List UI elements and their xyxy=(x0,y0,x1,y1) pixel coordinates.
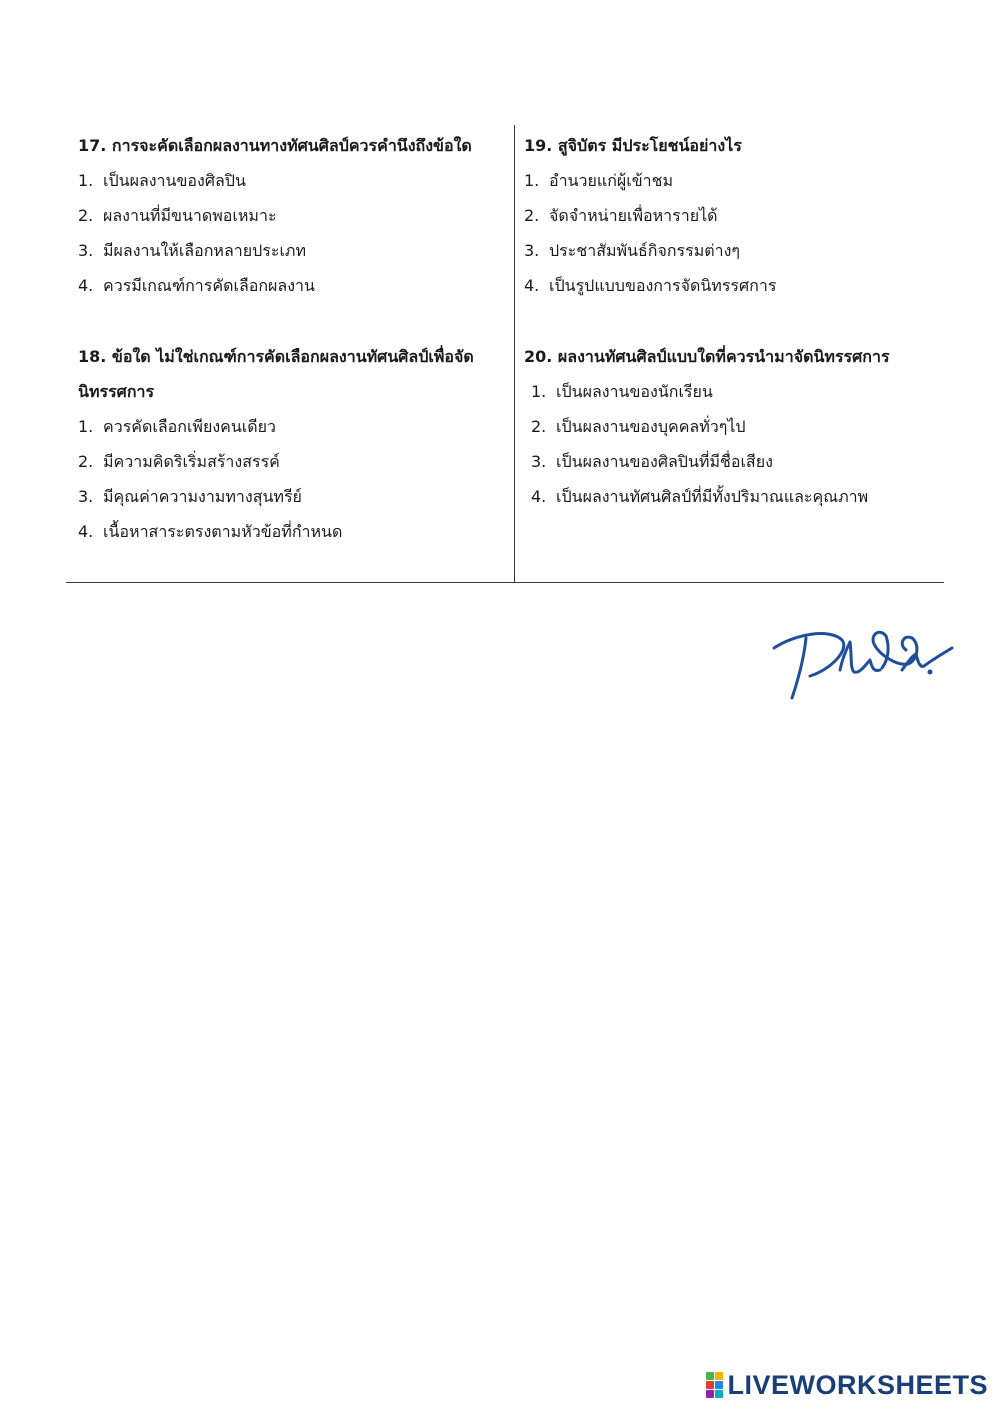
option-item[interactable] xyxy=(524,233,954,268)
question-17 xyxy=(78,128,508,303)
option-number: 1. xyxy=(524,171,540,190)
brand-mark-icon xyxy=(706,1372,723,1398)
option-list xyxy=(524,163,954,303)
option-item[interactable] xyxy=(524,444,954,479)
brand-logo xyxy=(706,1370,988,1400)
option-text: เป็นผลงานทัศนศิลป์ที่มีทั้งปริมาณและคุณภาพ xyxy=(556,487,869,506)
option-number: 4. xyxy=(531,487,547,506)
option-item[interactable] xyxy=(78,163,508,198)
question-title: 18. ข้อใด ไม่ใช่เกณฑ์การคัดเลือกผลงานทัศนศิลป์เพื่อจัดนิทรรศการ xyxy=(78,347,474,401)
bottom-rule xyxy=(66,582,944,583)
option-item[interactable] xyxy=(524,479,954,514)
option-number: 1. xyxy=(531,382,547,401)
option-number: 2. xyxy=(524,206,540,225)
option-number: 2. xyxy=(78,206,94,225)
option-text: ควรมีเกณฑ์การคัดเลือกผลงาน xyxy=(103,276,315,295)
option-item[interactable] xyxy=(524,409,954,444)
question-title: 17. การจะคัดเลือกผลงานทางทัศนศิลป์ควรคำนึงถึงข้อใด xyxy=(78,136,472,155)
option-item[interactable] xyxy=(524,268,954,303)
option-text: ประชาสัมพันธ์กิจกรรมต่างๆ xyxy=(549,241,741,260)
option-item[interactable] xyxy=(78,514,508,549)
option-item[interactable] xyxy=(78,268,508,303)
option-text: อำนวยแก่ผู้เข้าชม xyxy=(549,171,674,190)
option-list xyxy=(78,409,508,549)
option-text: ผลงานที่มีขนาดพอเหมาะ xyxy=(103,206,277,225)
question-19 xyxy=(524,128,954,303)
option-text: มีคุณค่าความงามทางสุนทรีย์ xyxy=(103,487,302,506)
option-item[interactable] xyxy=(524,374,954,409)
option-list xyxy=(524,374,954,514)
option-text: มีผลงานให้เลือกหลายประเภท xyxy=(103,241,307,260)
option-text: เป็นผลงานของศิลปิน xyxy=(103,171,246,190)
option-text: มีความคิดริเริ่มสร้างสรรค์ xyxy=(103,452,280,471)
option-number: 1. xyxy=(78,417,94,436)
option-item[interactable] xyxy=(78,233,508,268)
option-number: 1. xyxy=(78,171,94,190)
question-18 xyxy=(78,339,508,549)
option-item[interactable] xyxy=(524,198,954,233)
option-number: 4. xyxy=(78,522,94,541)
question-title: 20. ผลงานทัศนศิลป์แบบใดที่ควรนำมาจัดนิทรรศการ xyxy=(524,347,890,366)
option-number: 4. xyxy=(524,276,540,295)
option-text: จัดจำหน่ายเพื่อหารายได้ xyxy=(549,206,718,225)
option-number: 3. xyxy=(78,487,94,506)
option-text: เป็นรูปแบบของการจัดนิทรรศการ xyxy=(549,276,777,295)
option-text: เป็นผลงานของบุคคลทั่วๆไป xyxy=(556,417,746,436)
question-title: 19. สูจิบัตร มีประโยชน์อย่างไร xyxy=(524,136,742,155)
column-divider xyxy=(514,125,515,583)
option-list xyxy=(78,163,508,303)
option-number: 2. xyxy=(531,417,547,436)
option-number: 3. xyxy=(524,241,540,260)
option-text: ควรคัดเลือกเพียงคนเดียว xyxy=(103,417,277,436)
brand-text: LIVEWORKSHEETS xyxy=(727,1369,988,1400)
option-text: เนื้อหาสาระตรงตามหัวข้อที่กำหนด xyxy=(103,522,343,541)
question-20 xyxy=(524,339,954,514)
option-number: 2. xyxy=(78,452,94,471)
option-number: 4. xyxy=(78,276,94,295)
option-text: เป็นผลงานของนักเรียน xyxy=(556,382,713,401)
option-text: เป็นผลงานของศิลปินที่มีชื่อเสียง xyxy=(556,452,773,471)
option-item[interactable] xyxy=(78,479,508,514)
signature-icon xyxy=(770,620,955,705)
option-item[interactable] xyxy=(524,163,954,198)
option-number: 3. xyxy=(531,452,547,471)
right-column xyxy=(524,128,954,550)
option-item[interactable] xyxy=(78,409,508,444)
option-item[interactable] xyxy=(78,444,508,479)
option-number: 3. xyxy=(78,241,94,260)
left-column xyxy=(78,128,508,585)
option-item[interactable] xyxy=(78,198,508,233)
